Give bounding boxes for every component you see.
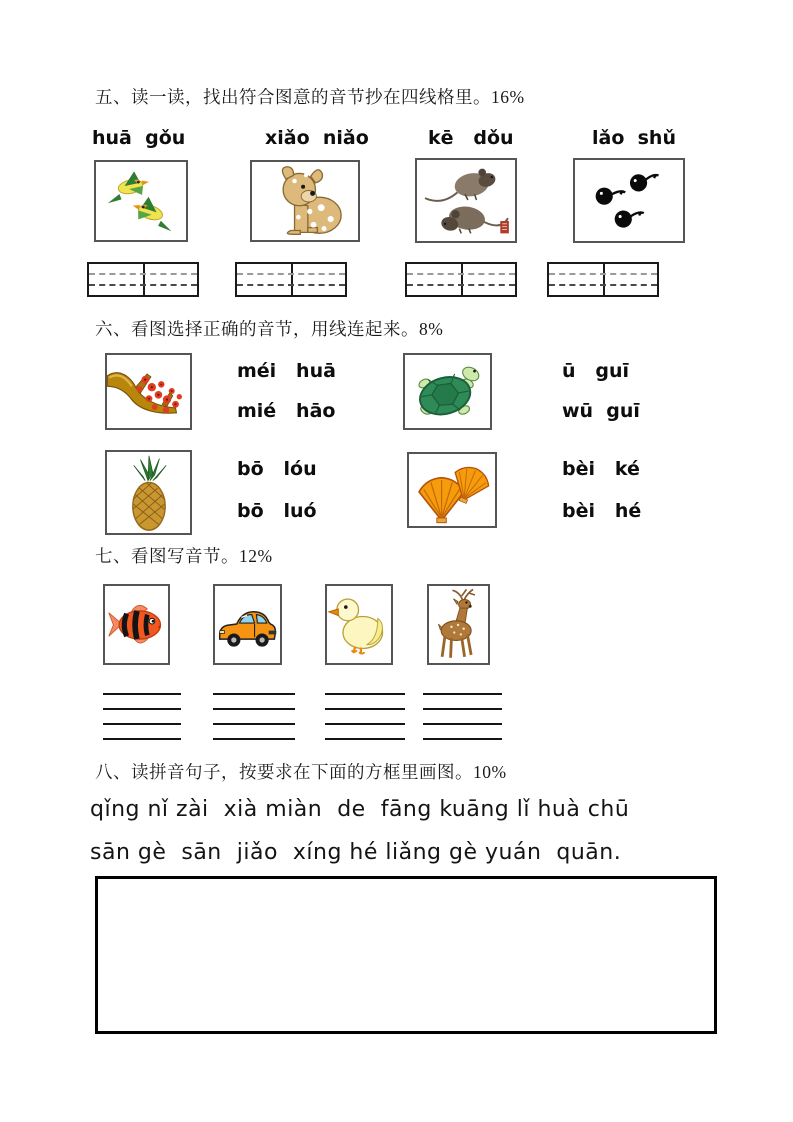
section8-pinyin-line-1: qǐng nǐ zài xià miàn de fāng kuāng lǐ huà chū <box>90 797 630 822</box>
image-frame-pineapple <box>105 450 192 535</box>
ruled-lines-2 <box>213 693 295 753</box>
writing-grid-1 <box>87 262 199 297</box>
section5-syllable-tadpole: kē dǒu <box>428 127 514 149</box>
turtle-illustration <box>405 355 490 428</box>
two-mice-illustration <box>417 160 515 241</box>
pineapple-illustration <box>107 452 190 533</box>
writing-grid-2 <box>235 262 347 297</box>
image-frame-fish <box>103 584 170 665</box>
image-frame-tadpoles <box>573 158 685 243</box>
orange-car-illustration <box>215 586 280 663</box>
ruled-lines-1 <box>103 693 181 753</box>
two-birds-illustration <box>96 162 186 240</box>
sika-deer-illustration <box>429 586 488 663</box>
section6-option-beike-1: bèi ké <box>562 458 640 480</box>
plum-blossom-illustration <box>107 355 190 428</box>
writing-grid-4 <box>547 262 659 297</box>
tiger-barb-fish-illustration <box>105 586 168 663</box>
image-frame-deer <box>427 584 490 665</box>
section5-title: 五、读一读，找出符合图意的音节抄在四线格里。16% <box>95 87 525 107</box>
image-frame-mice <box>415 158 517 243</box>
tadpoles-illustration <box>575 160 683 241</box>
section5-syllable-flower-dog: huā gǒu <box>92 127 186 149</box>
drawing-box <box>95 876 717 1034</box>
section6-option-beike-2: bèi hé <box>562 500 642 522</box>
image-frame-plum-blossom <box>105 353 192 430</box>
section6-option-wugui-1: ū guī <box>562 360 630 382</box>
section6-option-wugui-2: wū guī <box>562 400 640 422</box>
yellow-duck-illustration <box>327 586 391 663</box>
image-frame-car <box>213 584 282 665</box>
image-frame-birds <box>94 160 188 242</box>
image-frame-turtle <box>403 353 492 430</box>
section6-option-boluo-1: bō lóu <box>237 458 317 480</box>
ruled-lines-3 <box>325 693 405 753</box>
section8-pinyin-line-2: sān gè sān jiǎo xíng hé liǎng gè yuán quān. <box>90 840 622 865</box>
section5-syllable-mouse: lǎo shǔ <box>592 127 676 149</box>
image-frame-puppy <box>250 160 360 242</box>
spotted-puppy-illustration <box>252 162 358 240</box>
section5-syllable-little-bird: xiǎo niǎo <box>265 127 369 149</box>
image-frame-duck <box>325 584 393 665</box>
section6-option-boluo-2: bō luó <box>237 500 317 522</box>
section7-title: 七、看图写音节。12% <box>95 546 273 566</box>
sea-shells-illustration <box>409 454 495 526</box>
writing-grid-3 <box>405 262 517 297</box>
section6-title: 六、看图选择正确的音节，用线连起来。8% <box>95 319 444 339</box>
section6-option-meihua-1: méi huā <box>237 360 336 382</box>
ruled-lines-4 <box>423 693 502 753</box>
image-frame-shells <box>407 452 497 528</box>
section8-title: 八、读拼音句子，按要求在下面的方框里画图。10% <box>95 762 507 782</box>
section6-option-meihua-2: mié hāo <box>237 400 336 422</box>
